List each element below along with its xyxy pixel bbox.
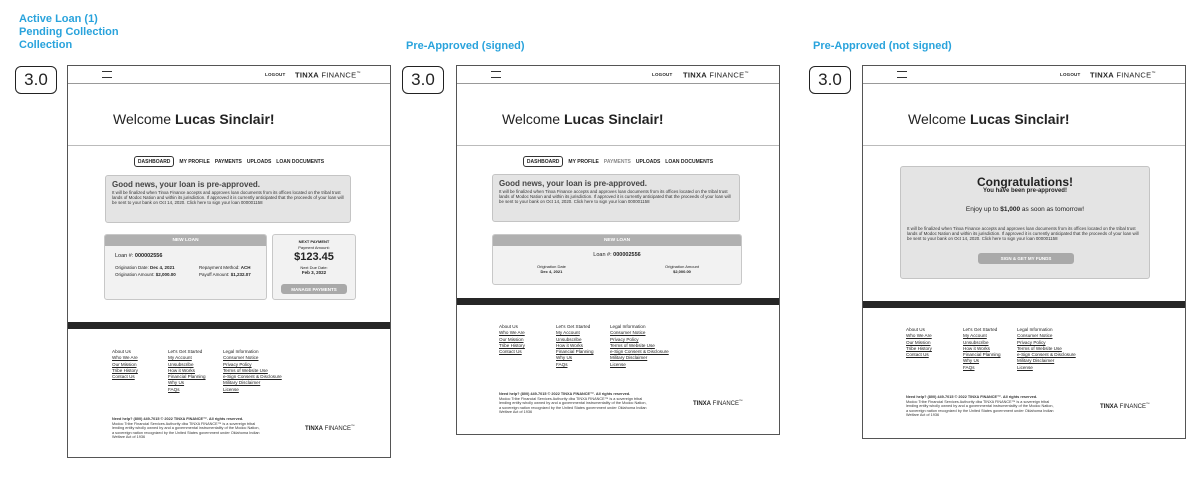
footer-link[interactable]: Why Us (556, 355, 573, 361)
menu-icon[interactable] (491, 71, 501, 78)
loan-card-header: NEW LOAN (493, 235, 741, 246)
footer-heading: About Us (112, 349, 131, 354)
origination-date-value: Dec 4, 2021 (540, 269, 563, 274)
footer-link[interactable]: Terms of Website Use (223, 367, 268, 373)
logout-link[interactable]: LOGOUT (265, 72, 286, 77)
footer-fine-print: Modoc Tribe Financial Services Authority dba TINXA FINANCE™ is a sovereign tribal lending entity wholly owned by and a governmental instrumentality of the Modoc Nation, a sovereign nation recognized by the United States government under Oklahoma Indian Welfare Act of 1936 (499, 396, 647, 415)
footer-logo: TINXA FINANCE™ (1100, 402, 1150, 410)
frame-active-loan (67, 65, 391, 458)
footer-link[interactable]: Financial Planning (168, 374, 206, 380)
footer-link[interactable]: Financial Planning (963, 352, 1001, 358)
footer-col-about (906, 327, 932, 358)
frame-pre-approved-not-signed (862, 65, 1186, 439)
footer-link[interactable]: Military Disclaimer (223, 380, 261, 386)
tinxa-logo: TINXA FINANCE™ (683, 70, 749, 80)
tab-payments[interactable]: PAYMENTS (214, 158, 242, 165)
tab-dashboard[interactable]: DASHBOARD (134, 156, 175, 167)
footer-legal-text (906, 395, 1056, 418)
footer-link[interactable]: e-Sign Consent & Disclosure (610, 349, 669, 355)
congratulations-title: Congratulations! (977, 175, 1073, 189)
version-badge: 3.0 (809, 66, 851, 94)
nav-tabs (68, 156, 390, 167)
footer-logo: TINXA FINANCE™ (305, 424, 355, 432)
menu-icon[interactable] (897, 71, 907, 78)
next-due-label: Next Due Date: (300, 265, 328, 270)
footer-link[interactable]: e-Sign Consent & Disclosure (1017, 352, 1076, 358)
footer-divider (457, 298, 779, 305)
footer-link[interactable]: License (223, 386, 239, 392)
payment-amount-label: Payment Amount: (298, 245, 330, 250)
footer-divider (863, 301, 1185, 308)
next-payment-heading: NEXT PAYMENT (298, 239, 330, 244)
welcome-heading: Welcome Lucas Sinclair! (113, 111, 275, 127)
footer-col-legal (610, 324, 669, 368)
tinxa-logo: TINXA FINANCE™ (1090, 70, 1156, 80)
pre-approved-notice (492, 174, 740, 222)
welcome-heading: Welcome Lucas Sinclair! (908, 111, 1070, 127)
enjoy-amount: Enjoy up to $1,000 as soon as tomorrow! (965, 206, 1085, 213)
footer-fine-print: Modoc Tribe Financial Services Authority dba TINXA FINANCE™ is a sovereign tribal lending entity wholly owned by and a governmental instrumentality of the Modoc Nation, a sovereign nation recognized by the United States government under Oklahoma Indian Welfare Act of 1936 (906, 399, 1054, 418)
footer-heading: About Us (499, 324, 518, 329)
menu-icon[interactable] (102, 71, 112, 78)
welcome-section (68, 84, 390, 146)
top-bar (457, 66, 779, 84)
footer-link[interactable]: Unsubscribe (556, 336, 582, 342)
frame-pre-approved-signed (456, 65, 780, 435)
footer-heading: Let's Get Started (963, 327, 998, 332)
footer-link[interactable]: Military Disclaimer (610, 355, 648, 361)
nav-tabs (457, 156, 779, 167)
tab-uploads[interactable]: UPLOADS (246, 158, 272, 165)
footer-col-start (168, 349, 206, 393)
footer-link[interactable]: My Account (168, 355, 192, 361)
footer-link[interactable]: Unsubscribe (168, 361, 194, 367)
footer-link[interactable]: How it Works (963, 345, 990, 351)
label-line: Pending Collection (19, 26, 119, 38)
footer-link[interactable]: Consumer Notice (223, 355, 259, 361)
footer-link[interactable]: How it Works (556, 342, 583, 348)
footer-link[interactable]: Contact Us (906, 352, 929, 358)
tab-my-profile[interactable]: MY PROFILE (568, 158, 599, 165)
footer-logo: TINXA FINANCE™ (693, 399, 743, 407)
next-due-date: Feb 3, 2022 (301, 270, 327, 275)
pre-approved-notice (105, 175, 351, 223)
footer-heading: Legal Information (610, 324, 646, 329)
notice-text[interactable]: It will be finalized when Tinxa Finance accepts and approves loan documents from its offices located on the tribal trust lands of Modoc Nation and within its jurisdiction. If approved it is currently anticipated that the proceeds of your loan will be sent to your bank on Oct 14, 2020. Click here to sign your loan 000001158 (112, 190, 344, 206)
footer-col-start (963, 327, 1001, 371)
congratulations-text[interactable]: It will be finalized when Tinxa Finance accepts and approves loan documents from its offices located on the tribal trust lands of Modoc Nation and within its jurisdiction. If approved it is currently anticipated that the proceeds of your loan will be sent to your bank on Oct 14, 2020. Click here to sign your loan 000001158 (907, 226, 1139, 242)
footer-heading: Legal Information (223, 349, 259, 354)
notice-title: Good news, your loan is pre-approved. (112, 180, 261, 189)
payoff-amount: Payoff Amount: $1,232.07 (199, 272, 251, 277)
label-line: Active Loan (1) (19, 13, 98, 25)
footer-link[interactable]: Privacy Policy (1017, 339, 1046, 345)
footer-col-about (499, 324, 525, 355)
loan-card (492, 234, 742, 285)
footer-link[interactable]: My Account (556, 330, 580, 336)
origination-amount-value: $2,000.00 (673, 269, 691, 274)
footer-link[interactable]: Terms of Website Use (1017, 345, 1062, 351)
label-pre-approved-not-signed: Pre-Approved (not signed) (813, 40, 952, 52)
footer-link[interactable]: Tribe History (112, 367, 138, 373)
origination-amount-label: Origination Amount (665, 264, 700, 269)
footer-link[interactable]: Who We Are (499, 330, 525, 336)
footer-heading: Let's Get Started (168, 349, 203, 354)
footer-legal-text (112, 417, 262, 440)
origination-date: Origination Date: Dec 4, 2021 (115, 265, 175, 270)
footer-link[interactable]: License (1017, 364, 1033, 370)
footer-link[interactable]: FAQs (556, 361, 568, 367)
label-pre-approved-signed: Pre-Approved (signed) (406, 40, 525, 52)
next-payment-card (272, 234, 356, 300)
footer-help-line: Need help? (800) 449-7015 © 2022 TINXA FINANCE™. All rights reserved. (112, 417, 244, 421)
tab-loan-documents[interactable]: LOAN DOCUMENTS (276, 158, 325, 165)
label-active-loan (19, 13, 119, 52)
tab-uploads[interactable]: UPLOADS (635, 158, 661, 165)
manage-payments-button[interactable]: MANAGE PAYMENTS (281, 284, 347, 294)
label-line: Collection (19, 39, 73, 51)
version-badge: 3.0 (15, 66, 57, 94)
footer-link[interactable]: Consumer Notice (1017, 333, 1053, 339)
footer-heading: About Us (906, 327, 925, 332)
loan-card (104, 234, 267, 300)
logout-link[interactable]: LOGOUT (652, 72, 673, 77)
notice-title: Good news, your loan is pre-approved. (499, 179, 648, 188)
top-bar (68, 66, 390, 84)
origination-date-label: Origination Date (537, 264, 566, 269)
footer-help-line: Need help? (800) 449-7015 © 2022 TINXA FINANCE™. All rights reserved. (499, 392, 631, 396)
footer-link[interactable]: Terms of Website Use (610, 342, 655, 348)
footer-link[interactable]: Our Mission (112, 361, 137, 367)
welcome-section (457, 84, 779, 146)
welcome-section (863, 84, 1185, 146)
repayment-method: Repayment Method: ACH (199, 265, 251, 270)
footer-col-legal (1017, 327, 1076, 371)
origination-amount: Origination Amount: $2,000.00 (115, 272, 176, 277)
footer-link[interactable]: Privacy Policy (610, 336, 639, 342)
tab-dashboard[interactable]: DASHBOARD (523, 156, 564, 167)
footer-link[interactable]: Tribe History (499, 342, 525, 348)
footer-link[interactable]: Contact Us (499, 349, 522, 355)
footer-link[interactable]: How it Works (168, 367, 195, 373)
welcome-heading: Welcome Lucas Sinclair! (502, 111, 664, 127)
footer-link[interactable]: Who We Are (906, 333, 932, 339)
footer-link[interactable]: Our Mission (906, 339, 931, 345)
footer-link[interactable]: Why Us (168, 380, 185, 386)
loan-number: Loan #: 000002556 (593, 252, 641, 258)
footer-link[interactable]: Who We Are (112, 355, 138, 361)
footer-link[interactable]: Contact Us (112, 374, 135, 380)
footer-link[interactable]: Why Us (963, 358, 980, 364)
footer-link[interactable]: Military Disclaimer (1017, 358, 1055, 364)
tinxa-logo: TINXA FINANCE™ (295, 70, 361, 80)
origination-amount (665, 264, 699, 274)
congratulations-subtitle: You have been pre-approved! (983, 188, 1067, 194)
notice-text[interactable]: It will be finalized when Tinxa Finance accepts and approves loan documents from its offices located on the tribal trust lands of Modoc Nation and within its jurisdiction. If approved it is currently anticipated that the proceeds of your loan will be sent to your bank on Oct 14, 2020. Click here to sign your loan 000001158 (499, 189, 731, 205)
footer-divider (68, 322, 390, 329)
footer-heading: Let's Get Started (556, 324, 591, 329)
footer-heading: Legal Information (1017, 327, 1053, 332)
footer-link[interactable]: Tribe History (906, 345, 932, 351)
footer-legal-text (499, 392, 649, 415)
footer-col-legal (223, 349, 282, 393)
footer-link[interactable]: Financial Planning (556, 349, 594, 355)
logout-link[interactable]: LOGOUT (1060, 72, 1081, 77)
origination-date (537, 264, 566, 274)
footer-link[interactable]: FAQs (168, 386, 180, 392)
footer-link[interactable]: License (610, 361, 626, 367)
sign-get-funds-button[interactable]: SIGN & GET MY FUNDS (978, 253, 1074, 264)
payment-amount: $123.45 (294, 251, 334, 263)
footer-col-about (112, 349, 138, 380)
footer-link[interactable]: Unsubscribe (963, 339, 989, 345)
tab-payments[interactable]: PAYMENTS (603, 158, 631, 165)
loan-number: Loan #: 000002556 (115, 253, 163, 259)
tab-my-profile[interactable]: MY PROFILE (179, 158, 210, 165)
footer-link[interactable]: My Account (963, 333, 987, 339)
footer-fine-print: Modoc Tribe Financial Services Authority dba TINXA FINANCE™ is a sovereign tribal lending entity wholly owned by and a governmental instrumentality of the Modoc Nation, a sovereign nation recognized by the United States government under Oklahoma Indian Welfare Act of 1936 (112, 421, 260, 440)
footer-link[interactable]: Consumer Notice (610, 330, 646, 336)
footer-link[interactable]: FAQs (963, 364, 975, 370)
congratulations-card (900, 166, 1150, 279)
footer-col-start (556, 324, 594, 368)
top-bar (863, 66, 1185, 84)
loan-card-header: NEW LOAN (105, 235, 266, 246)
footer-link[interactable]: e-Sign Consent & Disclosure (223, 374, 282, 380)
footer-help-line: Need help? (800) 449-7015 © 2022 TINXA FINANCE™. All rights reserved. (906, 395, 1038, 399)
version-badge: 3.0 (402, 66, 444, 94)
footer-link[interactable]: Privacy Policy (223, 361, 252, 367)
tab-loan-documents[interactable]: LOAN DOCUMENTS (665, 158, 714, 165)
footer-link[interactable]: Our Mission (499, 336, 524, 342)
